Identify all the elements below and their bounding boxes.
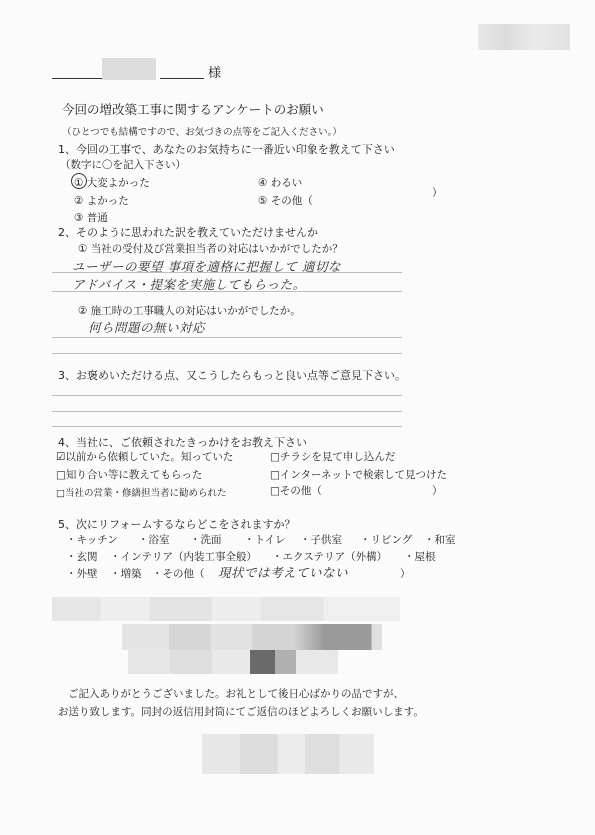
q1-option-5-close: ） <box>432 187 443 199</box>
answer-line <box>52 395 402 396</box>
answer-line <box>52 291 402 292</box>
q5-other-close: ） <box>400 568 411 580</box>
q5-other[interactable]: ・その他（ <box>152 568 205 580</box>
q2-sub2: ② 施工時の工事職人の対応はいかがでしたか。 <box>78 305 301 317</box>
q1-label: 1、今回の工事で、あなたのお気持ちに一番近い印象を教えて下さい <box>58 143 395 156</box>
q5-japanese-room[interactable]: ・和室 <box>424 534 456 546</box>
q1-option-5[interactable]: ⑤ その他（ <box>258 195 313 207</box>
q5-label: 5、次にリフォームするならどこをされますか？ <box>58 518 296 531</box>
q5-living[interactable]: ・リビング <box>360 534 413 546</box>
q1-instruction: （数字に〇を記入下さい） <box>60 159 186 171</box>
q5-interior[interactable]: ・インテリア（内装工事全般） <box>110 551 257 563</box>
q5-roof[interactable]: ・屋根 <box>404 551 436 563</box>
answer-line <box>52 426 402 427</box>
redacted-bottom <box>202 734 374 774</box>
q5-kitchen[interactable]: ・キッチン <box>66 534 118 546</box>
redacted-block-row2 <box>122 624 382 650</box>
q4-option-other-close: ） <box>432 485 443 497</box>
q1-option-1[interactable]: ① 大変よかった <box>74 177 150 189</box>
q4-label: 4、当社に、ご依頼されたきっかけをお教え下さい <box>58 436 307 449</box>
q1-option-2[interactable]: ② よかった <box>74 195 129 207</box>
q5-outer-wall[interactable]: ・外壁 <box>66 568 98 580</box>
q4-option-sales[interactable]: □当社の営業・修繕担当者に勧められた <box>56 488 227 499</box>
q1-option-4[interactable]: ④ わるい <box>258 177 303 189</box>
q2-answer2[interactable]: 何ら問題の無い対応 <box>88 320 206 335</box>
q4-option-internet[interactable]: □インターネットで検索して見つけた <box>270 469 447 481</box>
answer-line <box>52 337 402 338</box>
redacted-top-right <box>478 24 570 50</box>
name-underline-left <box>52 78 102 79</box>
q5-toilet[interactable]: ・トイレ <box>244 534 286 546</box>
answer-line <box>52 353 402 354</box>
redacted-block-row1 <box>52 597 400 621</box>
q3-label: 3、お褒めいただける点、又こうしたらもっと良い点等ご意見下さい。 <box>58 369 406 382</box>
q1-option-3[interactable]: ③ 普通 <box>74 212 108 224</box>
redacted-name <box>102 58 156 80</box>
honorific: 様 <box>208 66 222 81</box>
q5-kids-room[interactable]: ・子供室 <box>300 534 342 546</box>
q2-answer1-line1[interactable]: ユーザーの要望 事項を適格に把握して 適切な <box>72 259 341 274</box>
page-title: 今回の増改築工事に関するアンケートのお願い <box>62 102 324 117</box>
q5-bath[interactable]: ・浴室 <box>138 534 170 546</box>
name-underline-right <box>160 78 204 79</box>
footer-line1: ご記入ありがとうございました。お礼として後日心ばかりの品ですが、 <box>68 688 404 700</box>
redacted-block-row3 <box>128 650 338 674</box>
q4-option-previous[interactable]: ☑以前から依頼していた。知っていた <box>56 451 234 463</box>
footer-line2: お送り致します。同封の返信用封筒にてご返信のほどよろしくお願いします。 <box>58 706 424 718</box>
q5-other-answer[interactable]: 現状では考えていない <box>218 565 349 580</box>
q2-answer1-line2[interactable]: アドバイス・提案を実施してもらった。 <box>72 277 306 292</box>
q5-exterior[interactable]: ・エクステリア（外構） <box>272 551 388 563</box>
q4-option-acquaintance[interactable]: □知り合い等に教えてもらった <box>56 469 203 481</box>
answer-line <box>52 411 402 412</box>
q5-entrance[interactable]: ・玄関 <box>66 551 98 563</box>
q4-option-flyer[interactable]: □チラシを見て申し込んだ <box>270 451 396 463</box>
q2-label: 2、そのように思われた訳を教えていただけませんか <box>58 226 318 239</box>
q5-extension[interactable]: ・増築 <box>110 568 142 580</box>
q4-option-other[interactable]: □その他（ <box>270 485 322 497</box>
answer-line <box>52 272 402 273</box>
subtitle: （ひとつでも結構ですので、お気づきの点等をご記入ください。） <box>62 127 342 138</box>
q2-sub1: ① 当社の受付及び営業担当者の対応はいかがでしたか？ <box>78 243 343 255</box>
q5-washroom[interactable]: ・洗面 <box>190 534 222 546</box>
